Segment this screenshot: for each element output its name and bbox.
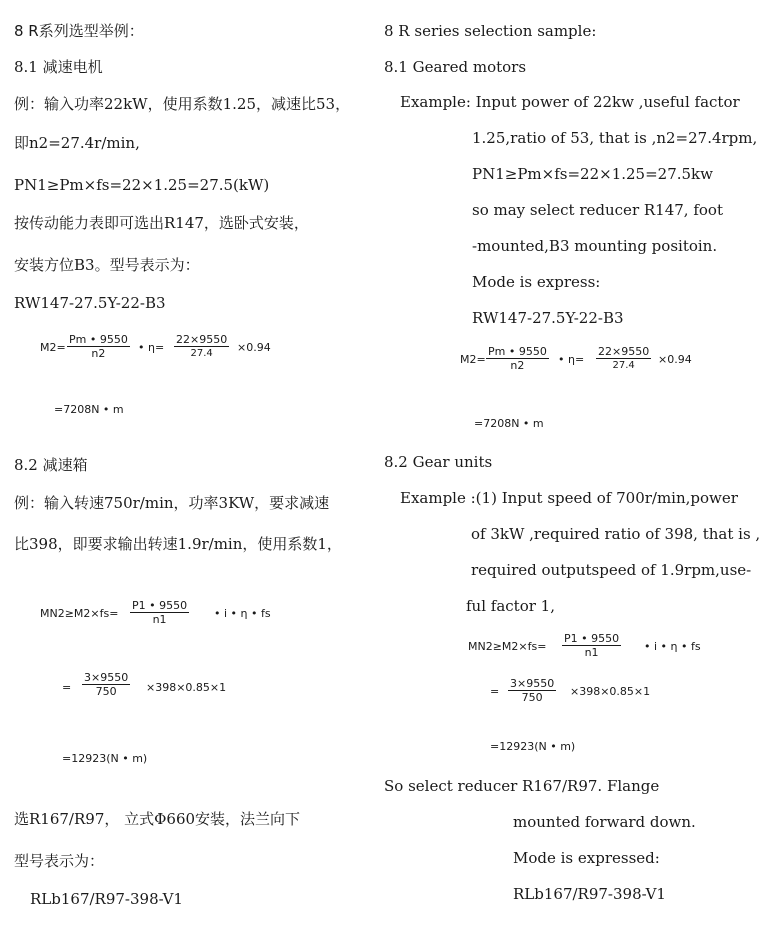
right-mn2-lhs: MN2≥M2×fs= (468, 640, 547, 653)
left-calc-fraction (82, 671, 130, 698)
left-gear-example-line-1: 例：输入转速750r/min，功率3KW，要求减速 (14, 494, 330, 512)
left-mn2-denominator: n1 (152, 613, 167, 626)
left-calc-denominator: 750 (95, 685, 117, 698)
right-subsection-8-1-heading: 8.1 Geared motors (384, 58, 527, 76)
right-gear-example-line-1: Example :(1) Input speed of 700r/min,power (400, 489, 738, 507)
right-eta-label: • η= (558, 353, 585, 366)
right-calc-equals: = (490, 685, 500, 698)
right-mn2-tail: • i • η • fs (644, 640, 701, 653)
left-m2-result: =7208N • m (54, 403, 124, 416)
left-model-code-2: RLb167/R97-398-V1 (30, 890, 183, 908)
right-gear-example-line-2: of 3kW ,required ratio of 398, that is , (471, 525, 760, 543)
right-example-line-5: -mounted,B3 mounting positoin. (472, 237, 718, 255)
left-eta-fraction (174, 333, 229, 360)
left-m2-fraction (67, 333, 130, 360)
left-model-code-1: RW147-27.5Y-22-B3 (14, 294, 166, 312)
left-m2-numerator: Pm • 9550 (69, 333, 128, 346)
right-example-line-1: Example: Input power of 22kw ,useful factor (400, 93, 740, 111)
right-model-code-2: RLb167/R97-398-V1 (513, 885, 666, 903)
left-eta-numerator: 22×9550 (176, 333, 228, 346)
right-mn2-result: =12923(N • m) (490, 740, 576, 753)
right-model-code-1: RW147-27.5Y-22-B3 (472, 309, 624, 327)
left-selection-line-1: 选R167/R97， 立式Φ660安装，法兰向下 (14, 810, 301, 828)
right-calc-fraction (508, 677, 556, 704)
right-example-line-3: PN1≥Pm×fs=22×1.25=27.5kw (472, 165, 713, 183)
left-example-line-1: 例：输入功率22kW，使用系数1.25，减速比53， (14, 95, 351, 113)
right-selection-line-2: mounted forward down. (513, 813, 696, 831)
left-example-line-3: PN1≥Pm×fs=22×1.25=27.5(kW) (14, 176, 270, 194)
right-subsection-8-2-heading: 8.2 Gear units (384, 453, 493, 471)
left-selection-line-2: 型号表示为： (14, 852, 105, 870)
right-calc-tail: ×398×0.85×1 (570, 685, 651, 698)
right-example-line-2: 1.25,ratio of 53, that is ,n2=27.4rpm, (472, 129, 758, 147)
right-selection-line-1: So select reducer R167/R97. Flange (384, 777, 660, 795)
right-m2-denominator: n2 (510, 359, 525, 372)
right-example-line-4: so may select reducer R147, foot (472, 201, 723, 219)
left-example-line-5: 安装方位B3。型号表示为： (14, 256, 200, 274)
right-m2-fraction (486, 345, 549, 372)
left-calc-numerator: 3×9550 (84, 671, 129, 684)
left-example-line-4: 按传动能力表即可选出R147，选卧式安装， (14, 214, 309, 232)
right-gear-example-line-3: required outputspeed of 1.9rpm,use- (471, 561, 752, 579)
left-mn2-lhs: MN2≥M2×fs= (40, 607, 119, 620)
right-mn2-denominator: n1 (584, 646, 599, 659)
right-mn2-fraction (562, 632, 621, 659)
right-mn2-numerator: P1 • 9550 (564, 632, 620, 645)
left-eta-denominator: 27.4 (190, 348, 213, 359)
right-eta-numerator: 22×9550 (598, 345, 650, 358)
left-example-line-2: 即n2=27.4r/min, (14, 134, 140, 152)
right-calc-numerator: 3×9550 (510, 677, 555, 690)
right-gear-example-line-4: ful factor 1, (466, 597, 555, 615)
left-gear-example-line-2: 比398，即要求输出转速1.9r/min，使用系数1， (14, 535, 342, 553)
right-example-line-6: Mode is express: (472, 273, 601, 291)
right-m2-result: =7208N • m (474, 417, 544, 430)
right-m2-lhs: M2= (460, 353, 486, 366)
right-eta-fraction (596, 345, 651, 372)
right-eta-denominator: 27.4 (612, 360, 635, 371)
left-subsection-8-2-heading: 8.2 减速箱 (14, 456, 88, 474)
right-selection-line-3: Mode is expressed: (513, 849, 660, 867)
right-eta-tail: ×0.94 (658, 353, 692, 366)
left-mn2-numerator: P1 • 9550 (132, 599, 188, 612)
left-eta-label: • η= (138, 341, 165, 354)
left-mn2-result: =12923(N • m) (62, 752, 148, 765)
left-mn2-tail: • i • η • fs (214, 607, 271, 620)
left-eta-tail: ×0.94 (237, 341, 271, 354)
left-subsection-8-1-heading: 8.1 减速电机 (14, 58, 103, 76)
right-m2-numerator: Pm • 9550 (488, 345, 547, 358)
left-calc-equals: = (62, 681, 72, 694)
left-section-heading: 8 R系列选型举例： (14, 22, 144, 40)
right-section-heading: 8 R series selection sample: (384, 22, 597, 40)
left-calc-tail: ×398×0.85×1 (146, 681, 227, 694)
left-m2-lhs: M2= (40, 341, 66, 354)
right-calc-denominator: 750 (521, 691, 543, 704)
left-mn2-fraction (130, 599, 189, 626)
left-m2-denominator: n2 (91, 347, 106, 360)
